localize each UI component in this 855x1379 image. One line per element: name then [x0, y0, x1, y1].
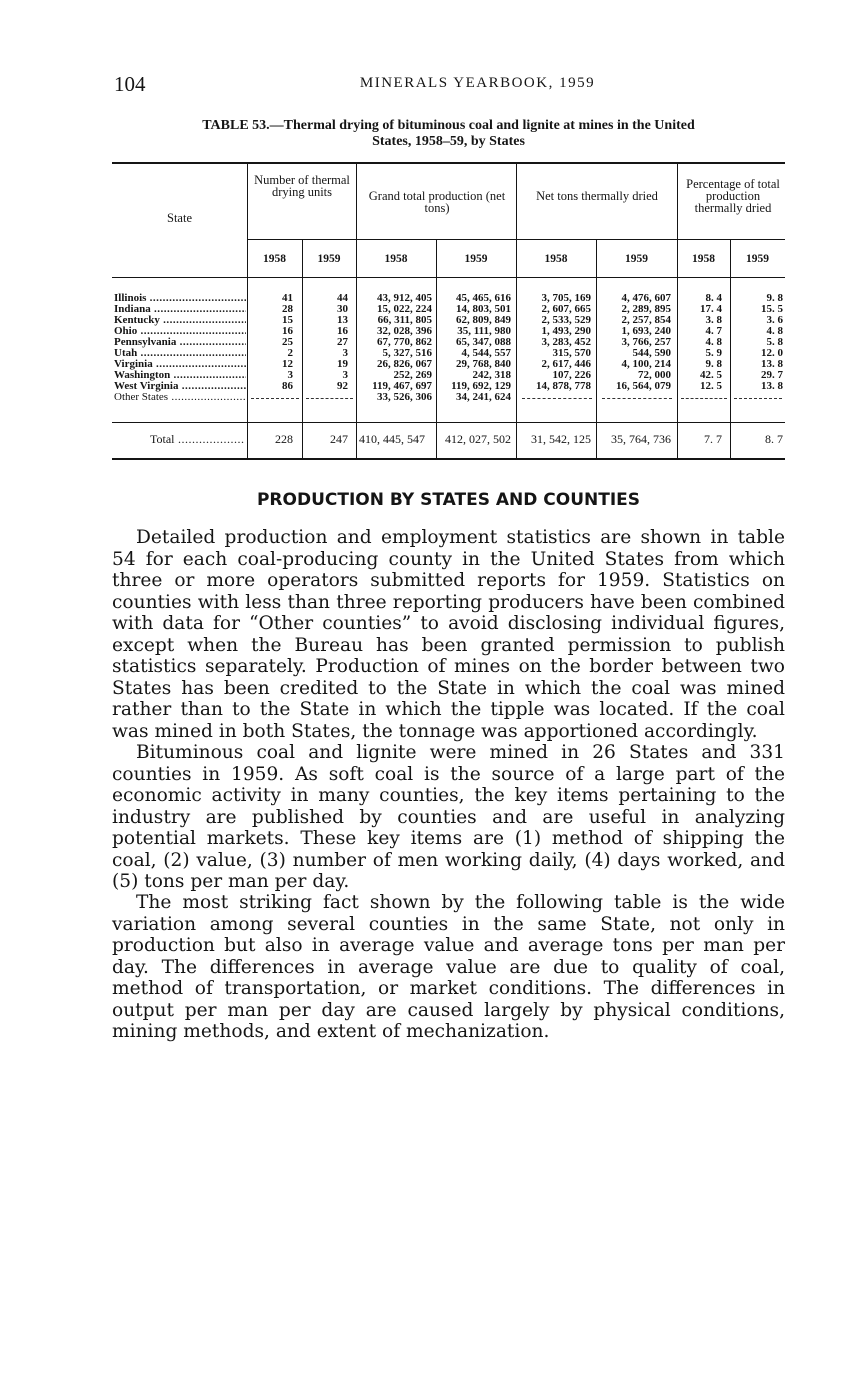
total-production-1958: 410, 445, 547: [359, 432, 425, 446]
dried-1959: 1, 693, 240: [621, 325, 671, 337]
production-1958: 43, 912, 405: [377, 292, 432, 304]
state-name: Kentucky .....: [114, 315, 246, 326]
pct-1958: 4. 8: [705, 336, 722, 348]
production-1959: 45, 465, 616: [456, 292, 511, 304]
table-title: [112, 118, 785, 150]
units-1958: 16: [282, 325, 293, 337]
pct-1958: 42. 5: [700, 369, 722, 381]
dried-1958: 1, 493, 290: [541, 325, 591, 337]
units-1959: 30: [337, 303, 348, 315]
state-name: Pennsylvania .....: [114, 337, 246, 348]
units-1959: 44: [337, 292, 348, 304]
dried-1959: 72, 000: [638, 369, 671, 381]
units-1958: 41: [282, 292, 293, 304]
production-1958: 5, 327, 516: [382, 347, 432, 359]
units-1959: 16: [337, 325, 348, 337]
production-1959: 65, 347, 088: [456, 336, 511, 348]
total-dried-1959: 35, 764, 736: [611, 432, 671, 446]
units-1958: 15: [282, 314, 293, 326]
year-header: 1959: [625, 253, 648, 265]
dried-1959: 4, 476, 607: [621, 292, 671, 304]
header-units: Number of thermal drying units: [254, 173, 350, 199]
production-1959: 62, 809, 849: [456, 314, 511, 326]
state-name: Utah .....: [114, 348, 246, 359]
units-1959: 92: [337, 380, 348, 392]
pct-1959: 29. 7: [761, 369, 783, 381]
table-row: [112, 359, 785, 370]
dried-1959: 16, 564, 079: [616, 380, 671, 392]
pct-1958: 4. 7: [705, 325, 722, 337]
state-name: Indiana .....: [114, 304, 246, 315]
production-1958: 119, 467, 697: [372, 380, 432, 392]
pct-1959: 13. 8: [761, 358, 783, 370]
production-1958: 252, 269: [393, 369, 432, 381]
table-row: [112, 348, 785, 359]
table-row: [112, 370, 785, 381]
state-name: West Virginia .....: [114, 381, 246, 392]
page-header: [112, 72, 785, 96]
dried-1958: 3, 705, 169: [541, 292, 591, 304]
year-header: 1958: [263, 253, 286, 265]
table-row: [112, 293, 785, 304]
table-top-rule: [112, 162, 785, 164]
state-name: Illinois .....: [114, 293, 246, 304]
total-units-1958: 228: [275, 432, 293, 446]
year-header: 1958: [384, 253, 408, 265]
table-row: [112, 381, 785, 392]
dried-1958: 2, 533, 529: [541, 314, 591, 326]
units-1959: 19: [337, 358, 348, 370]
header-state: State: [167, 211, 192, 225]
page-number: 104: [114, 72, 146, 96]
header-percentage: Percentage of total production thermally dried: [686, 177, 780, 215]
total-units-1959: 247: [330, 432, 348, 446]
dried-1959: 3, 766, 257: [621, 336, 671, 348]
dried-1959: 4, 100, 214: [621, 358, 671, 370]
dried-1959: 2, 257, 854: [621, 314, 671, 326]
body-paragraph: The most striking fact shown by the following table is the wide variation among several counties in the same State, not only in production but also in average value and average tons per man per day. The differences in average value are due to quality of coal, method of transportation, or market conditions. The differences in output per man per day are caused largely by physical conditions, mining methods, and extent of mechanization.: [112, 892, 785, 1042]
units-1959: 27: [337, 336, 348, 348]
year-header: 1959: [317, 253, 341, 265]
pct-1958: 12. 5: [700, 380, 722, 392]
dried-1958: 2, 617, 446: [541, 358, 591, 370]
total-pct-1958: 7. 7: [704, 432, 722, 446]
dried-1958: 107, 226: [552, 369, 591, 381]
pct-1959: 15. 5: [761, 303, 783, 315]
pct-1958: 17. 4: [700, 303, 722, 315]
pct-1959: 9. 8: [766, 292, 783, 304]
table-bottom-rule: [112, 458, 785, 460]
production-1959: 29, 768, 840: [456, 358, 511, 370]
production-1959: 34, 241, 624: [456, 391, 511, 403]
pct-1959: 3. 6: [766, 314, 783, 326]
state-name: Virginia .....: [114, 359, 246, 370]
year-header: 1959: [464, 253, 488, 265]
units-1959: 13: [337, 314, 348, 326]
pct-1959: 13. 8: [761, 380, 783, 392]
running-title: MINERALS YEARBOOK, 1959: [359, 75, 596, 91]
units-1958: 2: [287, 347, 293, 359]
pct-1959: 4. 8: [766, 325, 783, 337]
pct-1958: 9. 8: [705, 358, 722, 370]
body-paragraph: Detailed production and employment statistics are shown in table 54 for each coal-producing county in the United States from which three or more operators submitted reports for 1959. Statistics on counties with less than three reporting producers have been combined with data for “Other counties” to avoid disclosing individual figures, except when the Bureau has been granted permission to publish statistics separately. Production of mines on the border between two States has been credited to the State in which the coal was mined rather than to the State in which the tipple was located. If the coal was mined in both States, the tonnage was apportioned accordingly.: [112, 527, 785, 742]
production-1959: 119, 692, 129: [451, 380, 511, 392]
production-1958: 33, 526, 306: [377, 391, 432, 403]
dried-1958: 2, 607, 665: [541, 303, 591, 315]
dried-1959: 544, 590: [632, 347, 671, 359]
year-header: 1959: [746, 253, 769, 265]
units-1959: 3: [342, 347, 348, 359]
total-production-1959: 412, 027, 502: [445, 432, 511, 446]
production-1959: 242, 318: [472, 369, 511, 381]
units-1958: 12: [282, 358, 293, 370]
section-heading: PRODUCTION BY STATES AND COUNTIES: [256, 490, 641, 510]
dried-1958: 315, 570: [552, 347, 591, 359]
production-1958: 15, 022, 224: [377, 303, 432, 315]
pct-1959: 5. 8: [766, 336, 783, 348]
year-header: 1958: [692, 253, 715, 265]
dash-filler: [681, 398, 727, 399]
dried-1959: 2, 289, 895: [621, 303, 671, 315]
total-dried-1958: 31, 542, 125: [531, 432, 591, 446]
dash-filler: [602, 398, 672, 399]
production-1958: 26, 826, 067: [377, 358, 432, 370]
thermal-drying-table: [112, 162, 785, 462]
state-name: Washington .....: [114, 370, 246, 381]
dried-1958: 14, 878, 778: [536, 380, 591, 392]
table-row: [112, 304, 785, 315]
production-1958: 66, 311, 805: [377, 314, 432, 326]
table-row: [112, 337, 785, 348]
production-1959: 35, 111, 980: [457, 325, 511, 337]
header-production: Grand total production (net tons): [368, 189, 506, 215]
units-1958: 28: [282, 303, 293, 315]
total-pct-1959: 8. 7: [765, 432, 783, 446]
dash-filler: [522, 398, 592, 399]
header-bottom-rule: [112, 277, 785, 278]
table-row: [112, 315, 785, 326]
production-1958: 32, 028, 396: [377, 325, 432, 337]
production-1959: 4, 544, 557: [461, 347, 511, 359]
production-1958: 67, 770, 862: [377, 336, 432, 348]
units-1959: 3: [342, 369, 348, 381]
dash-filler: [734, 398, 782, 399]
table-row: [112, 392, 785, 403]
dried-1958: 3, 283, 452: [541, 336, 591, 348]
state-name: Other States .....: [114, 392, 246, 403]
pct-1959: 12. 0: [761, 347, 783, 359]
body-paragraph: Bituminous coal and lignite were mined in 26 States and 331 counties in 1959. As soft coal is the source of a large part of the economic activity in many counties, the key items pertaining to the industry are published by counties and are useful in analyzing potential markets. These key items are (1) method of shipping the coal, (2) value, (3) number of men working daily, (4) days worked, and (5) tons per man per day.: [112, 742, 785, 892]
state-name: Ohio .....: [114, 326, 246, 337]
pct-1958: 3. 8: [705, 314, 722, 326]
table-row: [112, 326, 785, 337]
dash-filler: [251, 398, 299, 399]
header-dried: Net tons thermally dried: [536, 189, 658, 203]
total-label: Total .....: [150, 432, 244, 447]
pct-1958: 5. 9: [705, 347, 722, 359]
dash-filler: [306, 398, 353, 399]
table-title-line-1: TABLE 53.—Thermal drying of bituminous coal and lignite at mines in the United: [202, 118, 695, 133]
table-total-row: [112, 432, 785, 446]
pct-1958: 8. 4: [705, 292, 722, 304]
units-1958: 3: [287, 369, 293, 381]
units-1958: 86: [282, 380, 293, 392]
total-top-rule: [112, 422, 785, 423]
year-header: 1958: [544, 253, 568, 265]
table-title-line-2: States, 1958–59, by States: [372, 134, 525, 149]
production-1959: 14, 803, 501: [456, 303, 511, 315]
units-1958: 25: [282, 336, 293, 348]
